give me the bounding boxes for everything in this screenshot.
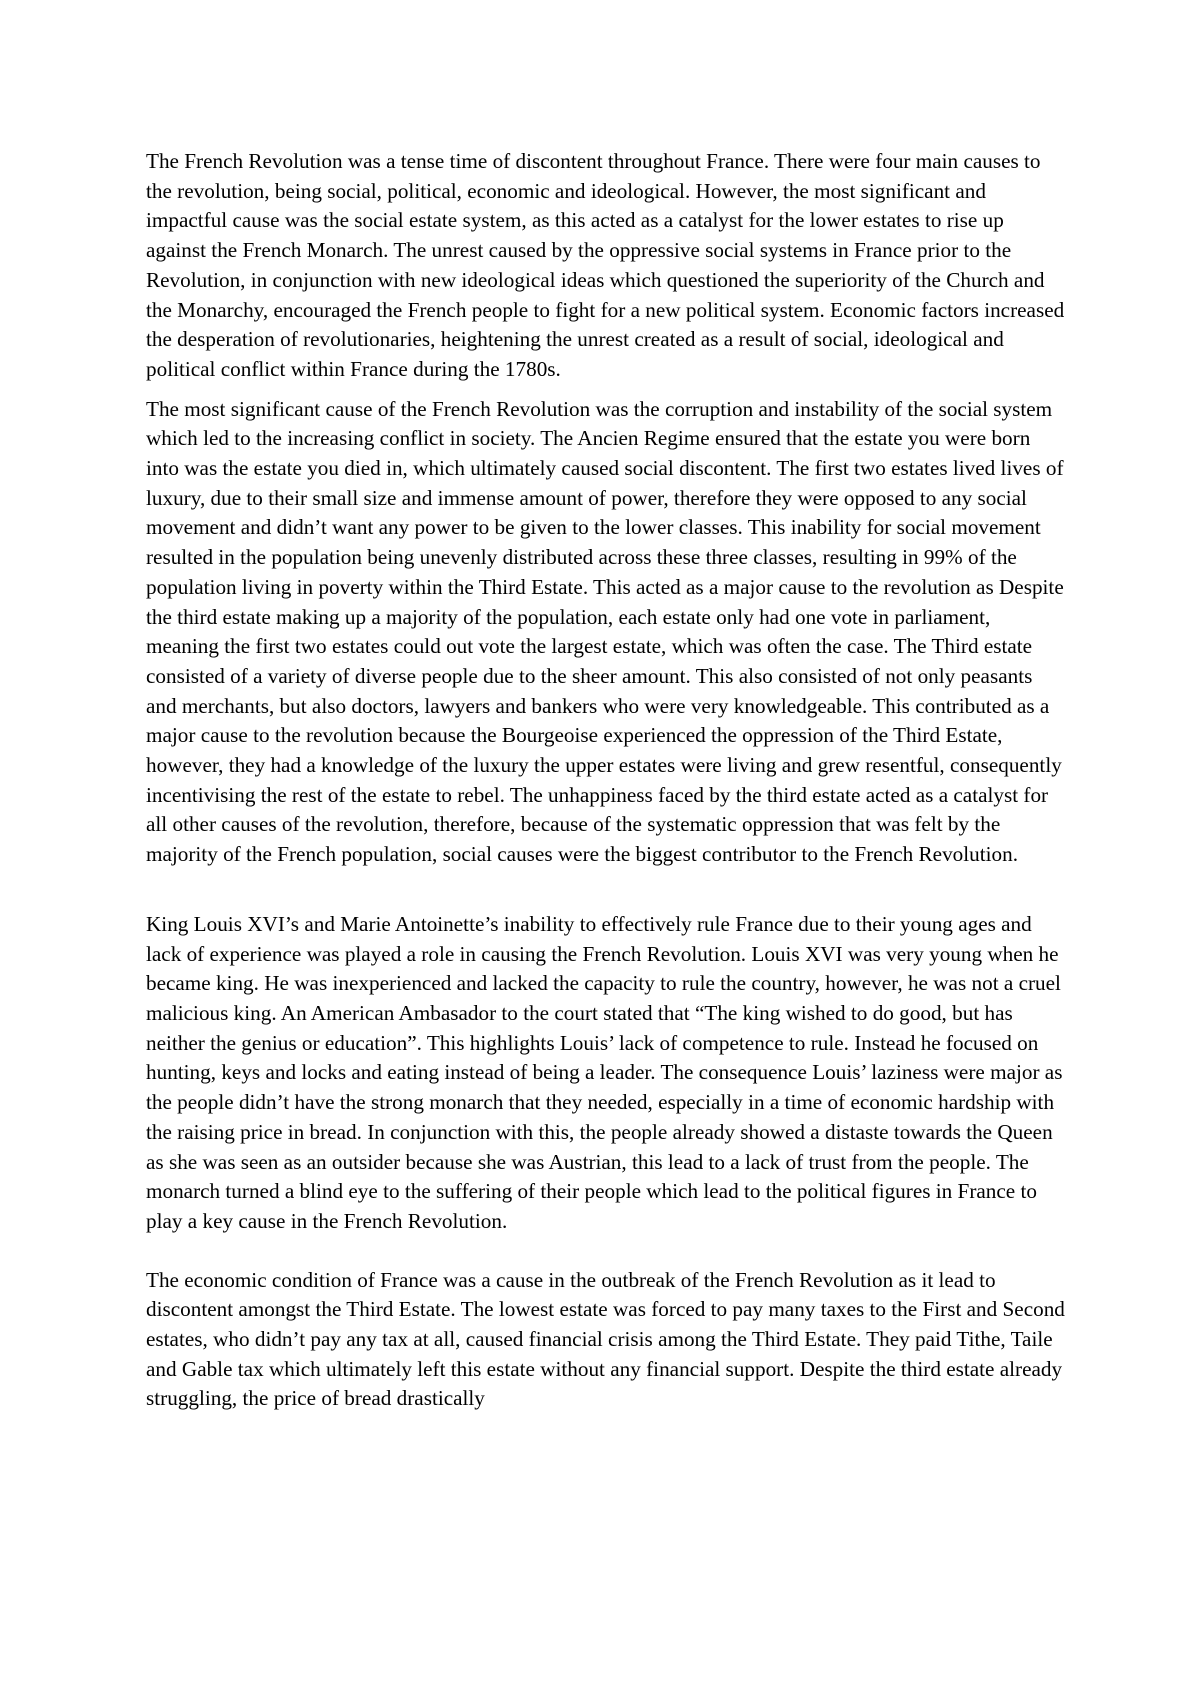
- paragraph-social-causes: The most significant cause of the French Revolution was the corruption and instability of the social system which led to the increasing conflict in society. The Ancien Regime ensured that the estate you were born into was the estate you died in, which ultimately caused social discontent. The first two estates lived lives of luxury, due to their small size and immense amount of power, therefore they were opposed to any social movement and didn’t want any power to be given to the lower classes. This inability for social movement resulted in the population being unevenly distributed across these three classes, resulting in 99% of the population living in poverty within the Third Estate. This acted as a major cause to the revolution as Despite the third estate making up a majority of the population, each estate only had one vote in parliament, meaning the first two estates could out vote the largest estate, which was often the case. The Third estate consisted of a variety of diverse people due to the sheer amount. This also consisted of not only peasants and merchants, but also doctors, lawyers and bankers who were very knowledgeable. This contributed as a major cause to the revolution because the Bourgeoise experienced the oppression of the Third Estate, however, they had a knowledge of the luxury the upper estates were living and grew resentful, consequently incentivising the rest of the estate to rebel. The unhappiness faced by the third estate acted as a catalyst for all other causes of the revolution, therefore, because of the systematic oppression that was felt by the majority of the French population, social causes were the biggest contributor to the French Revolution.: [146, 396, 1064, 867]
- paragraph-economic-causes: The economic condition of France was a cause in the outbreak of the French Revolution as it lead to discontent amongst the Third Estate. The lowest estate was forced to pay many taxes to the First and Second estates, who didn’t pay any tax at all, caused financial crisis among the Third Estate. They paid Tithe, Taile and Gable tax which ultimately left this estate without any financial support. Despite the third estate already struggling, the price of bread drastically: [146, 1267, 1065, 1411]
- paragraph-introduction: The French Revolution was a tense time of discontent throughout France. There were four main causes to the revolution, being social, political, economic and ideological. However, the most significant and impactful cause was the social estate system, as this acted as a catalyst for the lower estates to rise up against the French Monarch. The unrest caused by the oppressive social systems in France prior to the Revolution, in conjunction with new ideological ideas which questioned the superiority of the Church and the Monarchy, encouraged the French people to fight for a new political system. Economic factors increased the desperation of revolutionaries, heightening the unrest created as a result of social, ideological and political conflict within France during the 1780s.: [146, 149, 1065, 381]
- paragraph-political-causes: King Louis XVI’s and Marie Antoinette’s inability to effectively rule France due to their young ages and lack of experience was played a role in causing the French Revolution. Louis XVI was very young when he became king. He was inexperienced and lacked the capacity to rule the country, however, he was not a cruel malicious king. An American Ambasador to the court stated that “The king wished to do good, but has neither the genius or education”. This highlights Louis’ lack of competence to rule. Instead he focused on hunting, keys and locks and eating instead of being a leader. The consequence Louis’ laziness were major as the people didn’t have the strong monarch that they needed, especially in a time of economic hardship with the raising price in bread. In conjunction with this, the people already showed a distaste towards the Queen as she was seen as an outsider because she was Austrian, this lead to a lack of trust from the people. The monarch turned a blind eye to the suffering of their people which lead to the political figures in France to play a key cause in the French Revolution.: [146, 911, 1063, 1233]
- document-page: [146, 147, 1066, 1414]
